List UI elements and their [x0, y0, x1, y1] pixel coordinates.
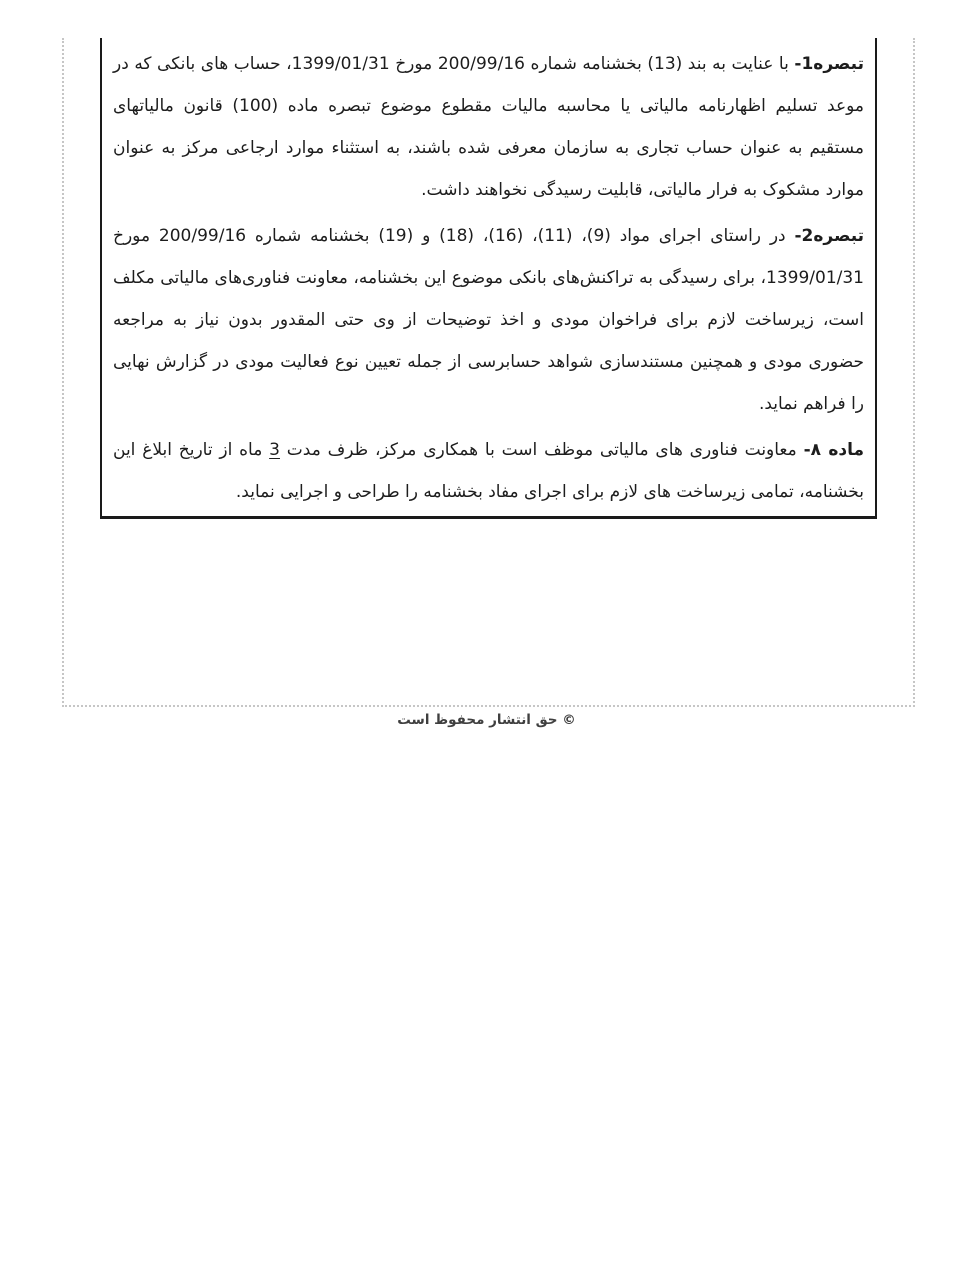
- paragraph-label-note-1: تبصره1-: [794, 54, 864, 74]
- paragraph-text: ماه از تاریخ ابلاغ این بخشنامه، تمامی زیرساخت های لازم برای اجرای مفاد بخشنامه را طراحی و اجرایی نماید.: [113, 440, 864, 502]
- paragraph-article-8: [113, 429, 864, 513]
- paragraphs-container: [113, 43, 864, 513]
- copyright-text: © حق انتشار محفوظ است: [397, 712, 576, 728]
- circular-text-box: [100, 38, 877, 519]
- paragraph-text: معاونت فناوری های مالیاتی موظف است با همکاری مرکز، ظرف مدت: [279, 440, 804, 460]
- paragraph-note-1: [113, 43, 864, 211]
- paragraph-text: در راستای اجرای مواد (9)، (11)، (16)، (18) و (19) بخشنامه شماره 200/99/16 مورخ 1399/01/31، برای رسیدگی به تراکنش‌های بانکی موضوع این بخشنامه، معاونت فناوری‌های مالیاتی مکلف است، زیرساخت لازم برای فراخوان مودی و اخذ توضیحات از وی حتی المقدور بدون نیاز به مراجعه حضوری مودی و همچنین مستندسازی شواهد حسابرسی از جمله تعیین نوع فعالیت مودی در گزارش نهایی را فراهم نماید.: [113, 226, 864, 414]
- paragraph-label-article-8: ماده ۸-: [803, 440, 865, 460]
- paragraph-label-note-2: تبصره2-: [794, 226, 865, 246]
- paragraph-note-2: [113, 215, 864, 425]
- paragraph-text: با عنایت به بند (13) بخشنامه شماره 200/99/16 مورخ 1399/01/31، حساب های بانکی که در موعد تسلیم اظهارنامه مالیاتی یا محاسبه مالیات مقطوع موضوع تبصره ماده (100) قانون مالیاتهای مستقیم به عنوان حساب تجاری به سازمان معرفی شده باشند، به استثناء موارد ارجاعی مرکز به عنوان موارد مشکوک به فرار مالیاتی، قابلیت رسیدگی نخواهند داشت.: [113, 54, 864, 200]
- underlined-duration-value: 3: [269, 440, 280, 460]
- page-footer: [0, 708, 973, 732]
